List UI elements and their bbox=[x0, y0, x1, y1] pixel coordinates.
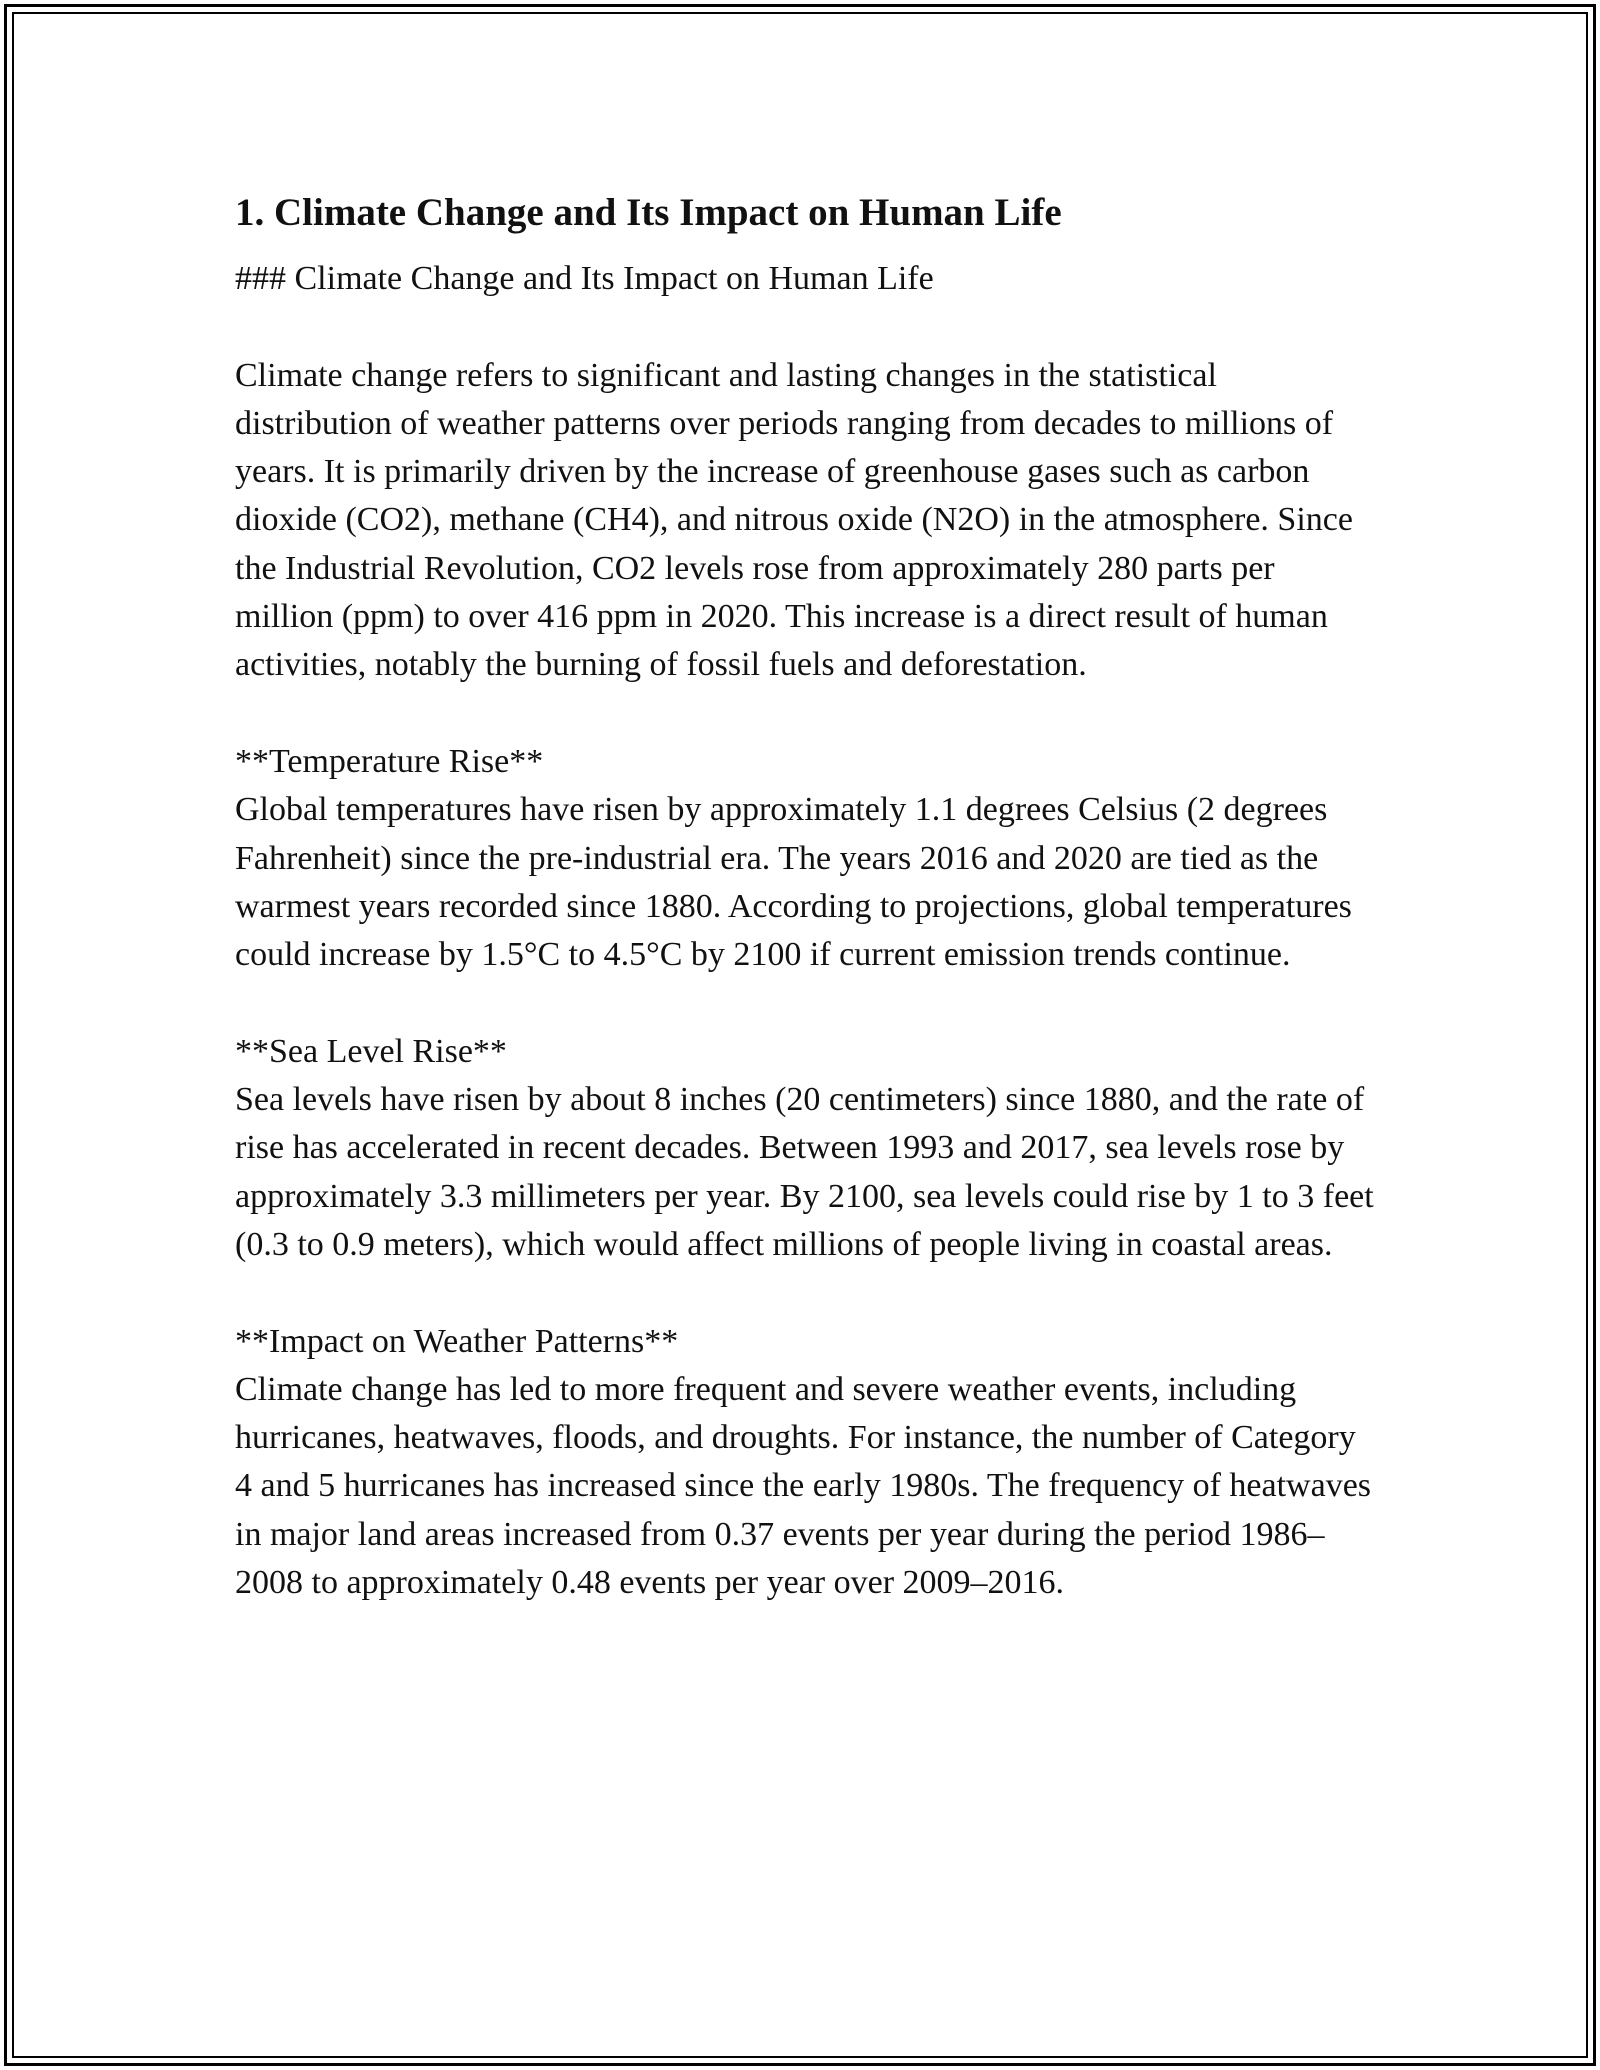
section-heading-weather: **Impact on Weather Patterns** bbox=[235, 1322, 679, 1360]
intro-paragraph: Climate change refers to significant and lasting changes in the statistical distribution of weather patterns over periods ranging from decades to millions of years. It is primarily driven by the increase of greenhouse gases such as carbon dioxide (CO2), methane (CH4), and nitrous oxide (N2O) in the atmosphere. Since the Industrial Revolution, CO2 levels rose from approximately 280 parts per million (ppm) to over 416 ppm in 2020. This increase is a direct result of human activities, notably the burning of fossil fuels and deforestation. bbox=[235, 356, 1362, 684]
document-title: 1. Climate Change and Its Impact on Human Life bbox=[235, 191, 1062, 234]
section-heading-sea-level: **Sea Level Rise** bbox=[235, 1032, 507, 1070]
section-body-temperature: Global temperatures have risen by approximately 1.1 degrees Celsius (2 degrees Fahrenheit) since the pre-industrial era. The years 2016 and 2020 are tied as the warmest years recorded since 1880. According to projections, global temperatures could increase by 1.5°C to 4.5°C by 2100 if current emission trends continue. bbox=[235, 791, 1361, 974]
section-body-weather: Climate change has led to more frequent and severe weather events, including hurricanes, heatwaves, floods, and droughts. For instance, the number of Category 4 and 5 hurricanes has increased since the early 1980s. The frequency of heatwaves in major land areas increased from 0.37 events per year during the period 1986–2008 to approximately 0.48 events per year over 2009–2016. bbox=[235, 1370, 1380, 1602]
section-body-sea-level: Sea levels have risen by about 8 inches (20 centimeters) since 1880, and the rate of rise has accelerated in recent decades. Between 1993 and 2017, sea levels rose by approximately 3.3 millimeters per year. By 2100, sea levels could rise by 1 to 3 feet (0.3 to 0.9 meters), which would affect millions of people living in coastal areas. bbox=[235, 1081, 1383, 1263]
document-body bbox=[235, 184, 1383, 1607]
subheading-line: ### Climate Change and Its Impact on Human Life bbox=[235, 260, 934, 297]
section-heading-temperature: **Temperature Rise** bbox=[235, 742, 544, 780]
